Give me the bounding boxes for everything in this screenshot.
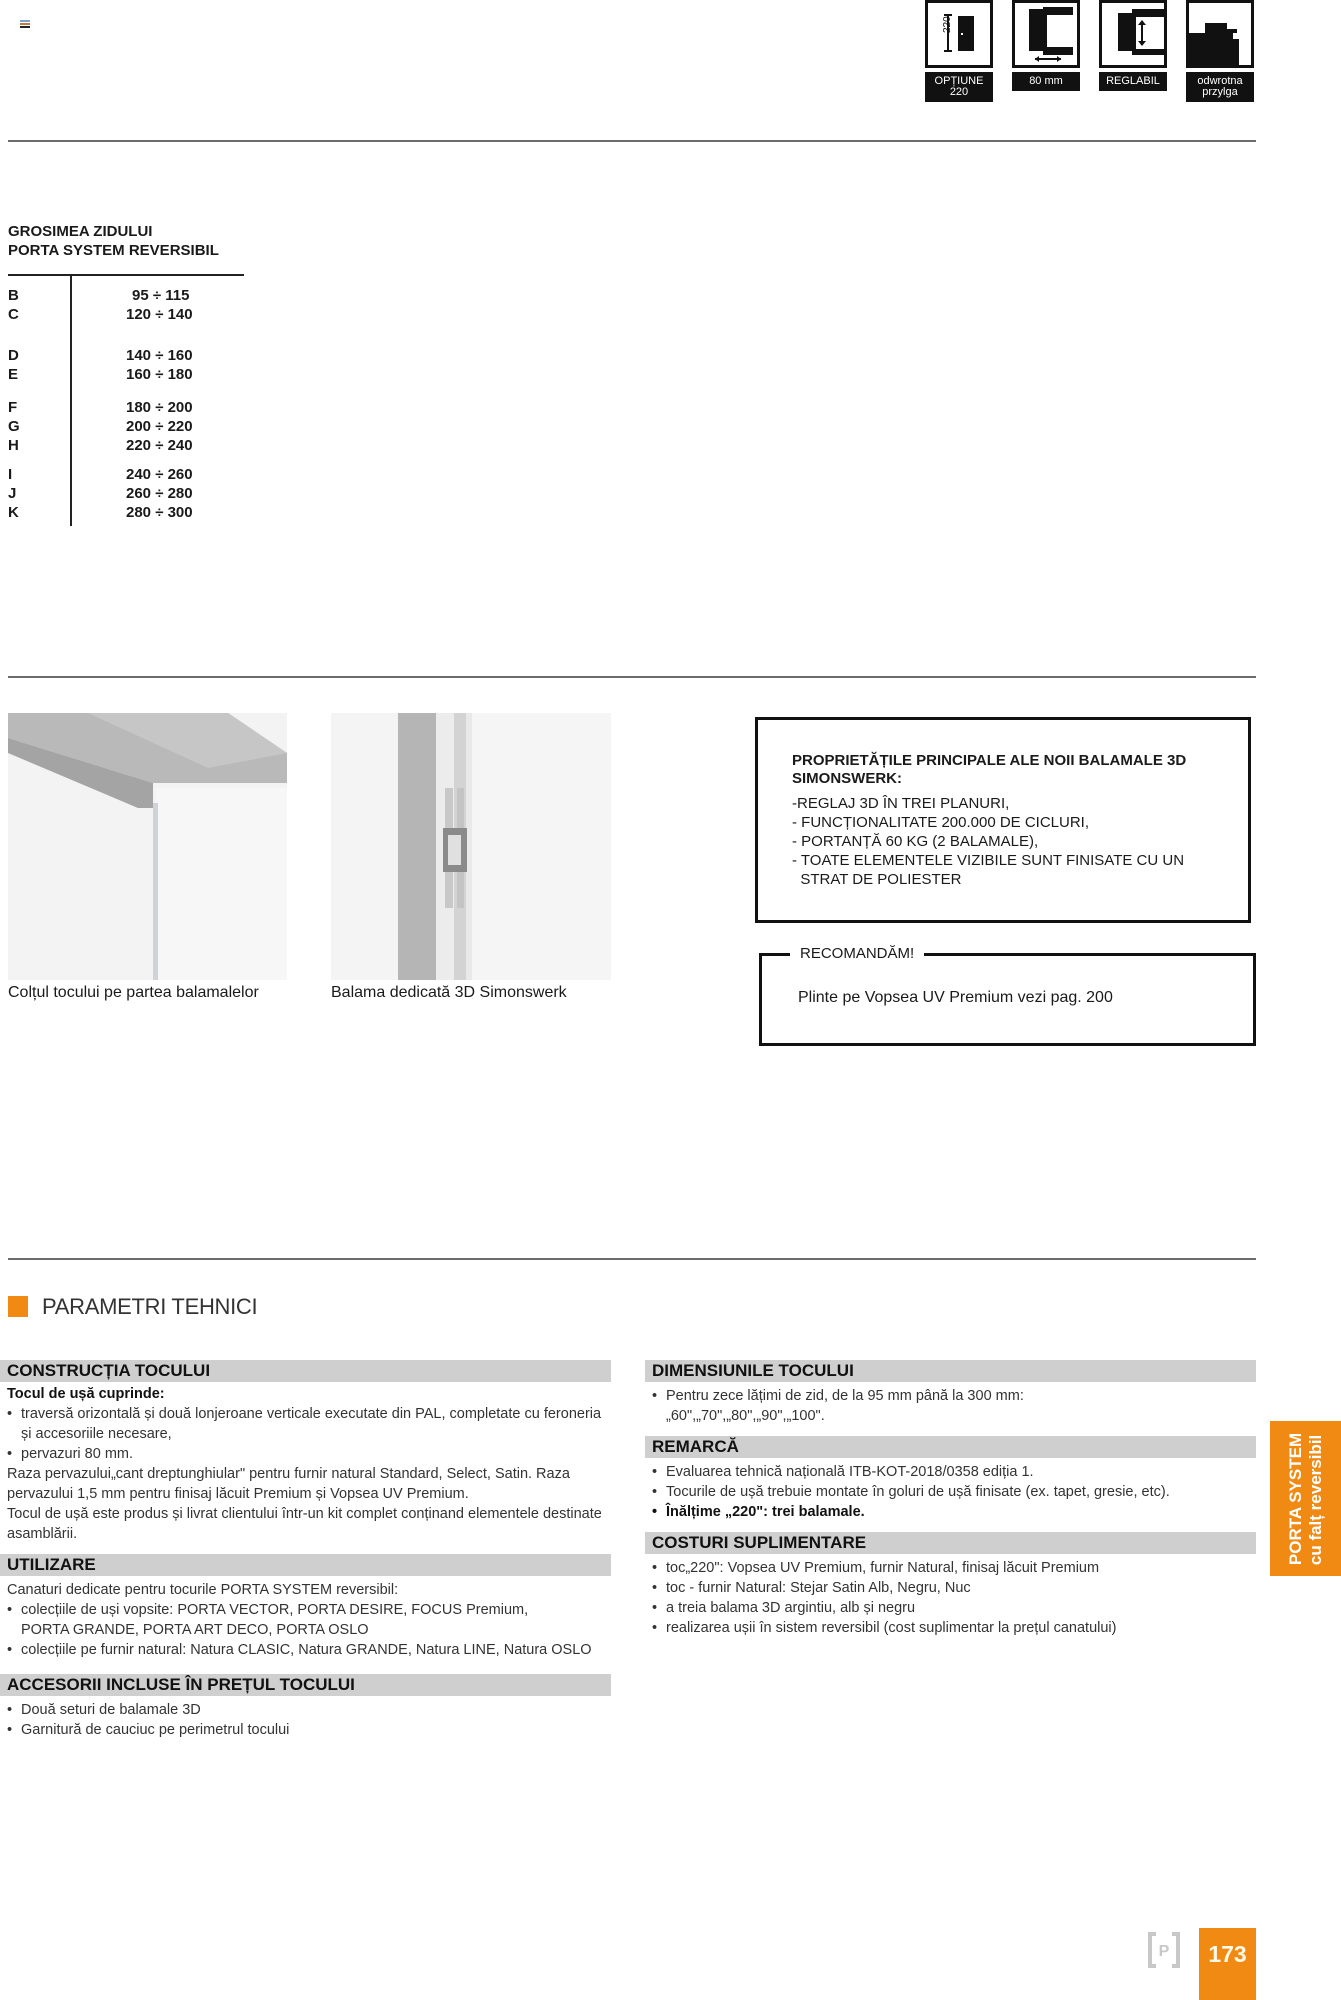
brand-logo-icon (1146, 1930, 1182, 1970)
divider (8, 1258, 1256, 1260)
divider (8, 140, 1256, 142)
list-item: • Garnitură de cauciuc pe perimetrul tocului (7, 1720, 611, 1740)
left-spec-column (0, 1360, 611, 1740)
svg-text:220: 220 (942, 16, 953, 33)
table-rule (8, 274, 244, 276)
corner-mark-icon (20, 20, 30, 28)
architrave-80mm-icon (1012, 0, 1080, 68)
feature-adjustable (1099, 0, 1167, 91)
photo-caption: Balama dedicată 3D Simonswerk (331, 984, 567, 1001)
hinge-properties-box (755, 717, 1251, 923)
list-item: • Înălțime „220": trei balamale. (652, 1502, 1256, 1522)
list-item: • Două seturi de balamale 3D (7, 1700, 611, 1720)
constructia-body: Tocul de ușă cuprinde: • traversă orizontală și două lonjeroane verticale executate din PAL, completate cu feroneria și accesoriile necesare, • pervazuri 80 mm. Raza pervazului„cant dreptunghiular" pentru furnir natural Standard, Select, Satin. Raza pervazului 1,5 mm pentru finisaj lăcuit Premium și Vopsea UV Premium. Tocul de ușă este produs și livrat clientului într-un kit complet conținand elementele destinate asamblării. (0, 1382, 611, 1544)
feature-label: OPȚIUNE 220 (925, 72, 993, 102)
properties-title: PROPRIETĂȚILE PRINCIPALE ALE NOII BALAMALE 3D SIMONSWERK: (792, 752, 1187, 787)
feature-80mm (1012, 0, 1080, 91)
feature-label: REGLABIL (1099, 72, 1167, 91)
feature-label: 80 mm (1012, 72, 1080, 91)
constructia-heading: CONSTRUCȚIA TOCULUI (0, 1360, 611, 1382)
utilizare-heading: UTILIZARE (0, 1554, 611, 1576)
list-item: • pervazuri 80 mm. (7, 1444, 611, 1464)
list-item: • toc - furnir Natural: Stejar Satin Alb, Negru, Nuc (652, 1578, 1256, 1598)
utilizare-body: Canaturi dedicate pentru tocurile PORTA SYSTEM reversibil: • colecțiile de uși vopsite: PORTA VECTOR, PORTA DESIRE, FOCUS Premium, PORTA GRANDE, PORTA ART DECO, PORTA OSLO • colecțiile pe furnir natural: Natura CLASIC, Natura GRANDE, Natura LINE, Natura OSLO (0, 1576, 611, 1660)
chapter-side-tab: PORTA SYSTEM cu falț reversibil (1270, 1421, 1341, 1576)
accesorii-heading: ACCESORII INCLUSE ÎN PREȚUL TOCULUI (0, 1674, 611, 1696)
list-item: • Tocurile de ușă trebuie montate în goluri de ușă finisate (ex. tapet, gresie, etc). (652, 1482, 1256, 1502)
costuri-body (645, 1554, 1256, 1638)
photo-caption: Colțul tocului pe partea balamalelor (8, 984, 259, 1001)
properties-list: -REGLAJ 3D ÎN TREI PLANURI, - FUNCȚIONALITATE 200.000 DE CICLURI, - PORTANȚĂ 60 KG (2 BALAMALE), - TOATE ELEMENTELE VIZIBILE SUNT FINISATE CU UN STRAT DE POLIESTER (792, 795, 1185, 888)
list-item: • Pentru zece lățimi de zid, de la 95 mm până la 300 mm: „60",„70",„80",„90",„100". (652, 1386, 1256, 1426)
list-item: • realizarea ușii în sistem reversibil (cost suplimentar la prețul canatului) (652, 1618, 1256, 1638)
list-item: • toc„220": Vopsea UV Premium, furnir Natural, finisaj lăcuit Premium (652, 1558, 1256, 1578)
dimensiuni-heading: DIMENSIUNILE TOCULUI (645, 1360, 1256, 1382)
list-item: • traversă orizontală și două lonjeroane verticale executate din PAL, completate cu feroneria și accesoriile necesare, (7, 1404, 611, 1444)
accesorii-body (0, 1696, 611, 1740)
feature-reverse-rebate (1186, 0, 1254, 102)
section-accent-square-icon (8, 1296, 28, 1317)
list-item: • a treia balama 3D argintiu, alb și negru (652, 1598, 1256, 1618)
page-number: 173 (1199, 1928, 1256, 2000)
height-220-door-icon (925, 0, 993, 68)
reverse-rebate-icon (1186, 0, 1254, 68)
list-item: • colecțiile pe furnir natural: Natura CLASIC, Natura GRANDE, Natura LINE, Natura OSLO (7, 1640, 611, 1660)
divider (8, 676, 1256, 678)
right-spec-column (645, 1360, 1256, 1638)
recommend-legend: RECOMANDĂM! (790, 945, 924, 962)
frame-corner-photo (8, 713, 287, 980)
remarca-heading: REMARCĂ (645, 1436, 1256, 1458)
recommend-box (759, 945, 1256, 1046)
list-item: • colecțiile de uși vopsite: PORTA VECTOR, PORTA DESIRE, FOCUS Premium, PORTA GRANDE, PORTA ART DECO, PORTA OSLO (7, 1600, 611, 1640)
wall-thickness-title: GROSIMEA ZIDULUI PORTA SYSTEM REVERSIBIL (8, 223, 219, 259)
dimensiuni-body (645, 1382, 1256, 1426)
feature-option-220 (925, 0, 993, 102)
costuri-heading: COSTURI SUPLIMENTARE (645, 1532, 1256, 1554)
adjustable-frame-icon (1099, 0, 1167, 68)
section-title: PARAMETRI TEHNICI (42, 1294, 258, 1319)
feature-label: odwrotna przylga (1186, 72, 1254, 102)
hinge-photo (331, 713, 611, 980)
recommend-text: Plinte pe Vopsea UV Premium vezi pag. 200 (798, 989, 1113, 1006)
remarca-body (645, 1458, 1256, 1522)
list-item: • Evaluarea tehnică națională ITB-KOT-2018/0358 ediția 1. (652, 1462, 1256, 1482)
svg-text:P: P (1158, 1943, 1170, 1960)
table-vline (70, 276, 72, 526)
